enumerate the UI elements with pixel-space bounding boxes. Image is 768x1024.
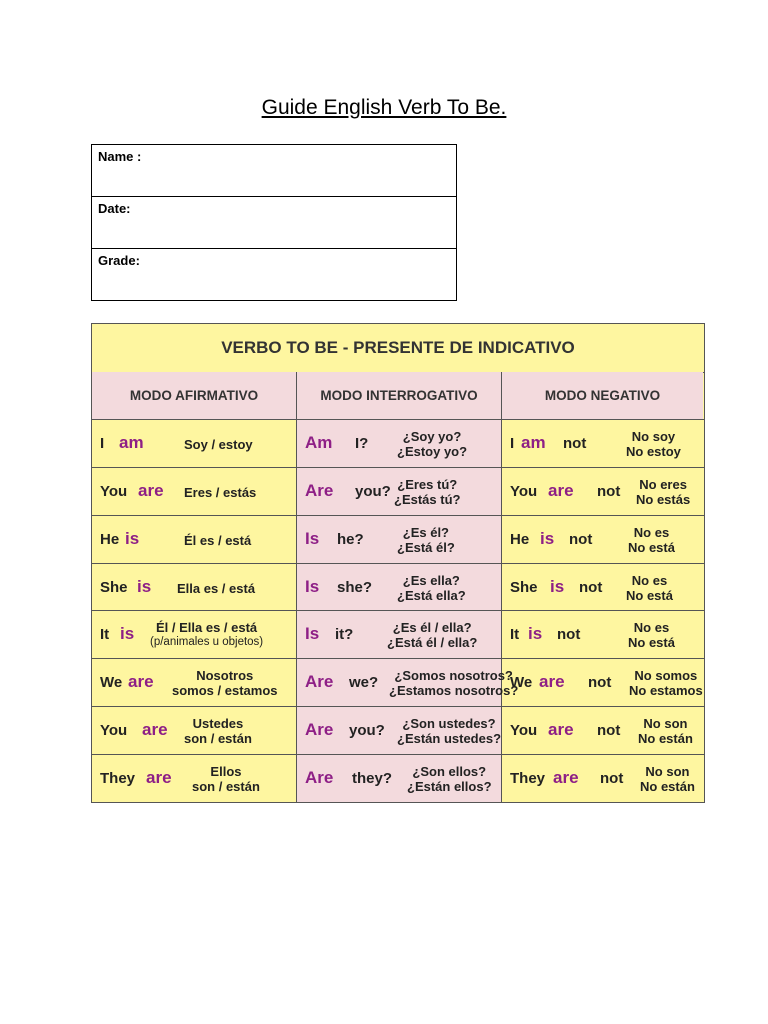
- affirmative-cell: [92, 755, 297, 802]
- student-info-form: [91, 144, 457, 301]
- subject-pronoun: I: [100, 435, 105, 452]
- negation-word: not: [563, 435, 587, 452]
- spanish-translation-line: ¿Estoy yo?: [397, 444, 468, 459]
- affirmative-cell: [92, 420, 297, 467]
- spanish-translation-line: Soy / estoy: [184, 436, 253, 452]
- affirmative-translation: [184, 716, 252, 746]
- spanish-translation-line: ¿Estamos nosotros?: [389, 683, 519, 698]
- verb-form: Am: [305, 433, 333, 452]
- negative-cell: [502, 707, 703, 754]
- subject-pronoun: we?: [349, 674, 379, 691]
- negative-translation: [636, 477, 690, 507]
- conjugation-row: [92, 516, 704, 564]
- spanish-translation-line: Ellos: [210, 764, 242, 779]
- verb-form: Are: [305, 672, 334, 691]
- affirmative-translation: [177, 581, 255, 596]
- negative-translation: [628, 620, 675, 650]
- subject-pronoun: He: [510, 531, 530, 548]
- verb-form: are: [548, 481, 574, 500]
- verb-form: is: [550, 577, 565, 596]
- spanish-translation-line: ¿Está ella?: [397, 588, 466, 603]
- grade-label: Grade:: [98, 253, 140, 268]
- affirmative-translation: [150, 620, 263, 649]
- affirmative-cell: [92, 659, 297, 706]
- verb-form: is: [125, 529, 140, 548]
- affirmative-cell: [92, 564, 297, 610]
- subject-pronoun: We: [510, 674, 533, 691]
- verb-form: Is: [305, 529, 320, 548]
- subject-pronoun: they?: [352, 770, 393, 787]
- conjugation-row: [92, 659, 704, 707]
- spanish-translation-line: No está: [628, 540, 675, 555]
- verb-form: is: [120, 624, 135, 643]
- spanish-translation-line: No son: [643, 716, 688, 731]
- negative-cell: [502, 516, 703, 563]
- verb-form: are: [539, 672, 565, 691]
- spanish-translation-line: ¿Está él?: [397, 540, 455, 555]
- verb-form: am: [521, 433, 546, 452]
- spanish-translation-line: Ella es / está: [177, 580, 256, 596]
- spanish-translation-line: No son: [645, 764, 690, 779]
- spanish-translation-line: No soy: [631, 429, 676, 444]
- spanish-translation-line: son / están: [184, 731, 252, 746]
- interrogative-translation: [389, 668, 518, 698]
- spanish-translation-line: ¿Es él?: [402, 525, 450, 540]
- subject-pronoun: It: [510, 626, 520, 643]
- interrogative-translation: [407, 764, 492, 794]
- name-field[interactable]: [92, 145, 457, 197]
- negative-cell: [502, 611, 703, 658]
- interrogative-cell: [297, 659, 519, 706]
- spanish-translation-line: ¿Están ellos?: [407, 779, 492, 794]
- verb-form: are: [128, 672, 154, 691]
- spanish-translation-line: ¿Están ustedes?: [397, 731, 502, 746]
- negative-cell: [502, 468, 703, 515]
- mode-interrogative-header: MODO INTERROGATIVO: [297, 372, 502, 419]
- negative-translation: [626, 573, 673, 603]
- subject-pronoun: He: [100, 531, 120, 548]
- spanish-translation-line: ¿Estás tú?: [394, 492, 461, 507]
- verb-form: is: [528, 624, 543, 643]
- verb-form: Is: [305, 624, 320, 643]
- conjugation-row: [92, 564, 704, 611]
- spanish-translation-line: Él / Ella es / está: [155, 620, 258, 635]
- affirmative-translation: [192, 764, 260, 794]
- spanish-translation-line: No están: [638, 731, 693, 746]
- verb-form: are: [146, 768, 172, 787]
- affirmative-cell: [92, 611, 297, 658]
- subject-pronoun: She: [100, 579, 128, 596]
- table-heading: VERBO TO BE - PRESENTE DE INDICATIVO: [92, 324, 704, 373]
- conjugation-row: [92, 755, 704, 802]
- name-label: Name :: [98, 149, 142, 164]
- subject-pronoun: We: [100, 674, 123, 691]
- negation-word: not: [557, 626, 581, 643]
- conjugation-row: [92, 611, 704, 659]
- negative-cell: [502, 420, 703, 467]
- affirmative-cell: [92, 707, 297, 754]
- interrogative-cell: [297, 755, 502, 802]
- negative-cell: [502, 564, 703, 610]
- subject-pronoun: You: [510, 483, 538, 500]
- negation-word: not: [579, 579, 603, 596]
- spanish-translation-line: ¿Soy yo?: [402, 429, 462, 444]
- verb-form: Are: [305, 720, 334, 739]
- interrogative-translation: [387, 620, 477, 650]
- spanish-translation-line: No eres: [639, 477, 687, 492]
- affirmative-translation: [184, 437, 253, 452]
- negative-translation: [629, 668, 703, 698]
- verb-form: am: [119, 433, 144, 452]
- spanish-translation-line: ¿Somos nosotros?: [394, 668, 513, 683]
- interrogative-translation: [397, 716, 501, 746]
- interrogative-translation: [397, 573, 466, 603]
- spanish-translation-line: Él es / está: [184, 532, 252, 548]
- spanish-translation-line: No estoy: [626, 444, 681, 459]
- spanish-translation-line: No somos: [634, 668, 698, 683]
- spanish-translation-line: No está: [626, 588, 673, 603]
- spanish-translation-line: Nosotros: [196, 668, 254, 683]
- affirmative-cell: [92, 468, 297, 515]
- spanish-translation-line: No es: [631, 573, 668, 588]
- negative-translation: [628, 525, 675, 555]
- interrogative-cell: [297, 420, 502, 467]
- conjugation-row: [92, 420, 704, 468]
- negation-word: not: [597, 483, 621, 500]
- subject-pronoun: it?: [335, 626, 354, 643]
- spanish-translation-line: ¿Son ustedes?: [402, 716, 496, 731]
- negative-translation: [626, 429, 681, 459]
- verb-form: Are: [305, 481, 334, 500]
- spanish-translation-line: ¿Está él / ella?: [387, 635, 478, 650]
- subject-pronoun: I: [510, 435, 515, 452]
- spanish-translation-line: No están: [640, 779, 695, 794]
- page-title: Guide English Verb To Be.: [261, 96, 507, 119]
- spanish-translation-line: ¿Es él / ella?: [392, 620, 472, 635]
- verb-form: are: [138, 481, 164, 500]
- subject-pronoun: she?: [337, 579, 373, 596]
- date-field[interactable]: [92, 197, 457, 249]
- date-label: Date:: [98, 201, 131, 216]
- spanish-translation-line: ¿Son ellos?: [412, 764, 487, 779]
- subject-pronoun: You: [510, 722, 538, 739]
- affirmative-translation: [184, 485, 256, 500]
- mode-negative-header: MODO NEGATIVO: [502, 372, 703, 419]
- conjugation-row: [92, 707, 704, 755]
- mode-header-row: [92, 372, 704, 420]
- verb-form: is: [540, 529, 555, 548]
- spanish-translation-line: (p/animales u objetos): [150, 636, 264, 648]
- verb-form: are: [553, 768, 579, 787]
- negative-translation: [638, 716, 693, 746]
- subject-pronoun: She: [510, 579, 538, 596]
- subject-pronoun: you?: [355, 483, 391, 500]
- spanish-translation-line: ¿Eres tú?: [397, 477, 458, 492]
- interrogative-cell: [297, 516, 502, 563]
- conjugation-row: [92, 468, 704, 516]
- spanish-translation-line: No está: [628, 635, 675, 650]
- spanish-translation-line: No estás: [636, 492, 691, 507]
- verb-form: are: [548, 720, 574, 739]
- negative-cell: [502, 755, 703, 802]
- spanish-translation-line: Eres / estás: [184, 484, 257, 500]
- negation-word: not: [597, 722, 621, 739]
- spanish-translation-line: Ustedes: [192, 716, 244, 731]
- interrogative-translation: [397, 429, 467, 459]
- affirmative-translation: [184, 533, 251, 548]
- subject-pronoun: They: [510, 770, 546, 787]
- negation-word: not: [588, 674, 612, 691]
- spanish-translation-line: No es: [633, 525, 670, 540]
- subject-pronoun: he?: [337, 531, 364, 548]
- interrogative-cell: [297, 468, 502, 515]
- interrogative-cell: [297, 707, 502, 754]
- interrogative-translation: [397, 525, 455, 555]
- verb-to-be-table: [91, 323, 705, 803]
- negative-translation: [640, 764, 695, 794]
- interrogative-cell: [297, 611, 502, 658]
- spanish-translation-line: son / están: [192, 779, 260, 794]
- verb-form: Is: [305, 577, 320, 596]
- subject-pronoun: It: [100, 626, 110, 643]
- interrogative-cell: [297, 564, 502, 610]
- verb-form: is: [137, 577, 152, 596]
- subject-pronoun: You: [100, 483, 128, 500]
- spanish-translation-line: No es: [633, 620, 670, 635]
- spanish-translation-line: ¿Es ella?: [402, 573, 460, 588]
- affirmative-translation: [172, 668, 278, 698]
- negation-word: not: [569, 531, 593, 548]
- subject-pronoun: They: [100, 770, 136, 787]
- mode-affirmative-header: MODO AFIRMATIVO: [92, 372, 297, 419]
- verb-form: Are: [305, 768, 334, 787]
- subject-pronoun: I?: [355, 435, 369, 452]
- subject-pronoun: you?: [349, 722, 385, 739]
- interrogative-translation: [394, 477, 460, 507]
- negative-cell: [502, 659, 703, 706]
- affirmative-cell: [92, 516, 297, 563]
- verb-form: are: [142, 720, 168, 739]
- grade-field[interactable]: [92, 249, 457, 301]
- spanish-translation-line: somos / estamos: [172, 683, 278, 698]
- negation-word: not: [600, 770, 624, 787]
- spanish-translation-line: No estamos: [629, 683, 703, 698]
- subject-pronoun: You: [100, 722, 128, 739]
